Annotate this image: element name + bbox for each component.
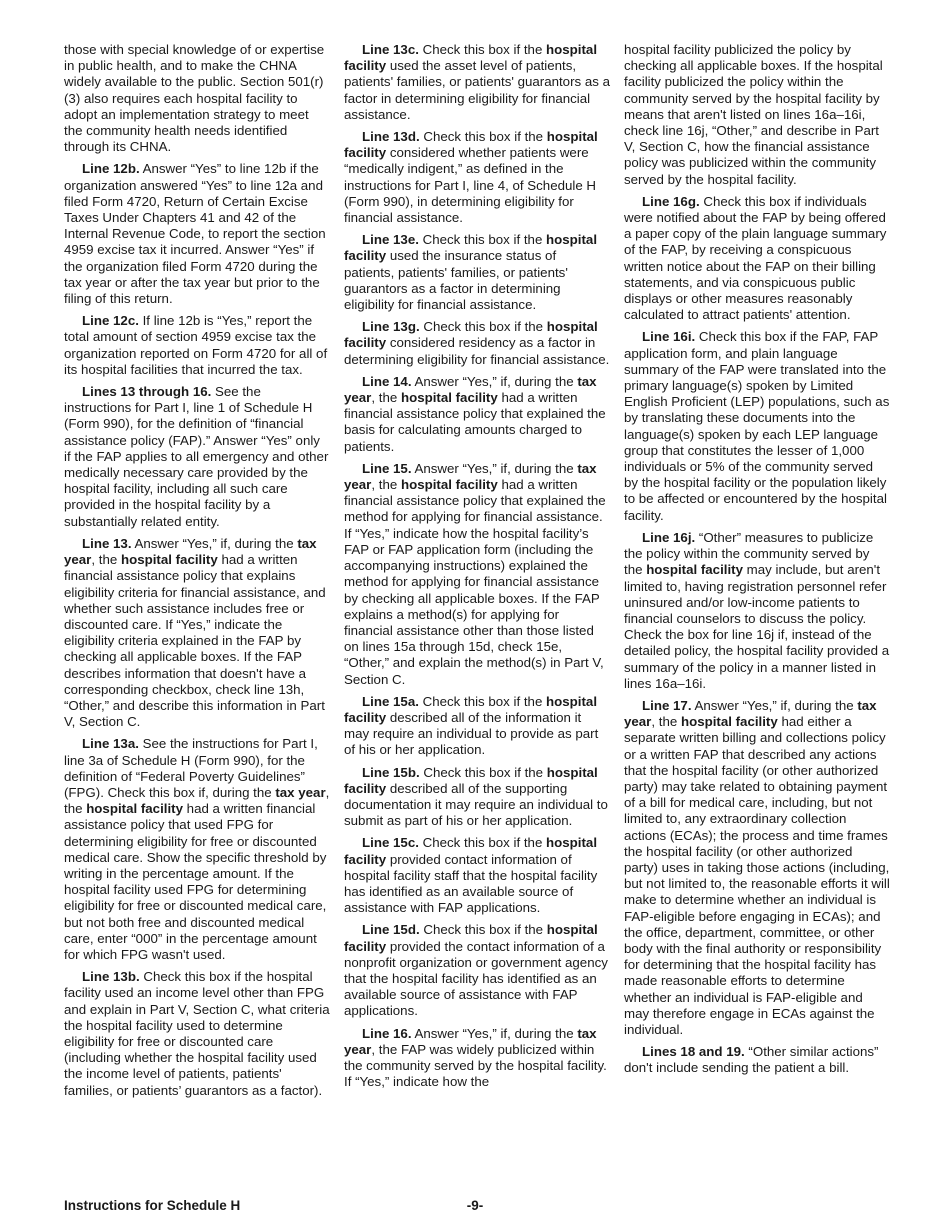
paragraph-text: If line 12b is “Yes,” report the total amount of section 4959 excise tax the organization reported on Form 4720 for all of its hospital facilities that incurred the tax.: [64, 313, 328, 377]
bold-term: hospital facility: [680, 714, 778, 730]
paragraph-text: Check this box if the: [418, 693, 547, 709]
paragraph: [344, 461, 610, 688]
paragraph-heading: Lines 13 through 16.: [82, 384, 212, 400]
paragraph-heading: Lines 18 and 19.: [642, 1044, 745, 1060]
paragraph-heading: Line 13a.: [82, 736, 139, 752]
paragraph: [624, 42, 890, 188]
paragraph-text: Check this box if the FAP, FAP application form, and plain language summary of the FAP were translated into the primary language(s) spoken by Limited English Proficient (LEP) populations, such as by translating these documents into the language(s) spoken by each LEP language group that constitutes the lesser of 1,000 individuals or 5% of the community served by the hospital facility or the population likely to be affected or encountered by the hospital facility.: [624, 329, 890, 523]
paragraph-text: hospital facility publicized the policy by checking all applicable boxes. If the hospital facility publicized the policy within the community served by the hospital facility by means that aren't listed on lines 16a–16i, check line 16j, “Other,” and describe in Part V, Section C, how the financial assistance policy was publicized within the community served by the hospital facility.: [624, 42, 883, 187]
bold-term: hospital facility: [344, 129, 598, 161]
paragraph-heading: Line 15.: [362, 460, 412, 476]
bold-term: hospital facility: [344, 232, 598, 264]
paragraph-text: See the instructions for Part I, line 3a of Schedule H (Form 990), for the definition of “Federal Poverty Guidelines” (FPG). Check this box if, during the: [64, 736, 318, 800]
text-column-2: [344, 42, 610, 1096]
paragraph: [344, 232, 610, 313]
paragraph-text: provided the contact information of a nonprofit organization or government agency that the hospital facility has identified as an available source of assistance with FAP applications.: [344, 938, 608, 1019]
paragraph-text: considered residency as a factor in determining eligibility for financial assistance.: [344, 335, 610, 367]
paragraph-heading: Line 15b.: [362, 764, 420, 780]
paragraph: [344, 1026, 610, 1091]
bold-term: hospital facility: [86, 801, 183, 817]
bold-term: tax year: [344, 373, 597, 406]
paragraph: [624, 194, 890, 324]
paragraph: [64, 969, 330, 1099]
paragraph-heading: Line 13g.: [362, 319, 420, 335]
paragraph-heading: Line 16g.: [642, 193, 700, 209]
paragraph: [344, 129, 610, 226]
paragraph-text: Answer “Yes,” if, during the: [411, 460, 578, 476]
paragraph-text: had a written financial assistance policy that explained the basis for calculating amounts charged to patients.: [344, 390, 606, 454]
paragraph-heading: Line 16.: [362, 1025, 412, 1041]
bold-term: tax year: [344, 460, 597, 493]
paragraph: [344, 765, 610, 830]
bold-term: hospital facility: [400, 477, 498, 493]
paragraph: [64, 536, 330, 730]
paragraph-text: had a written financial assistance policy that explained the method for applying for financial assistance. If “Yes,” indicate how the hospital facility’s FAP or FAP application form (including the accompanying instructions) explained the method for applying for financial assistance by checking all applicable boxes. If the FAP explains a method(s) for applying for financial assistance other than those listed on lines 15a through 15d, check 15e, “Other,” and explain the method(s) in Part V, Section C.: [344, 477, 606, 687]
paragraph-text: considered whether patients were “medically indigent,” as defined in the instructions for Part I, line 4, of Schedule H (Form 990), in determining eligibility for financial assistance.: [344, 145, 597, 226]
bold-term: tax year: [344, 1025, 597, 1057]
paragraph-heading: Line 16j.: [642, 529, 696, 545]
paragraph-heading: Line 17.: [642, 697, 692, 713]
paragraph: [624, 698, 890, 1038]
paragraph-text: See the instructions for Part I, line 1 of Schedule H (Form 990), for the definition of “financial assistance policy (FAP).” Answer “Yes” only if the FAP applies to all emergency and other medically necessary care provided by the hospital facility, including all such care provided in the hospital facility by a substantially related entity.: [64, 384, 329, 529]
bold-term: hospital facility: [344, 764, 598, 796]
paragraph-heading: Line 15d.: [362, 922, 420, 938]
paragraph: [64, 42, 330, 155]
paragraph-text: , the: [371, 390, 401, 406]
paragraph-text: described all of the supporting documentation it may require an individual to submit as part of his or her application.: [344, 780, 608, 829]
bold-term: hospital facility: [344, 693, 598, 725]
paragraph: [344, 319, 610, 368]
paragraph-text: “Other similar actions” don't include sending the patient a bill.: [624, 1044, 879, 1076]
paragraph: [64, 313, 330, 378]
paragraph-text: “Other” measures to publicize the policy within the community served by the: [624, 529, 874, 578]
bold-term: tax year: [624, 697, 877, 730]
paragraph: [624, 1044, 890, 1076]
bold-term: hospital facility: [344, 922, 598, 954]
paragraph-text: Check this box if the hospital facility used an income level other than FPG and explain in Part V, Section C, what criteria the hospital facility used to determine eligibility for free or discounted care (including whether the hospital facility used the income level of patients, patients' families, or patients’ guarantors as a factor).: [64, 969, 330, 1098]
paragraph-text: , the: [371, 477, 401, 493]
paragraph: [64, 161, 330, 307]
paragraph-text: , the FAP was widely publicized within the community served by the hospital facility. If “Yes,” indicate how the: [344, 1041, 607, 1090]
paragraph-heading: Line 14.: [362, 373, 412, 389]
paragraph-heading: Line 13d.: [362, 129, 420, 145]
paragraph-heading: Line 16i.: [642, 329, 696, 345]
page-number: -9-: [466, 1198, 484, 1213]
paragraph-text: Check this box if the: [418, 835, 547, 851]
paragraph: [624, 530, 890, 692]
paragraph: [64, 384, 330, 530]
paragraph-heading: Line 15c.: [362, 835, 419, 851]
paragraph-text: Check this box if the: [419, 129, 547, 145]
paragraph-text: , the: [651, 714, 681, 730]
paragraph-text: Check this box if the: [419, 922, 547, 938]
bold-term: hospital facility: [344, 319, 598, 351]
paragraph-text: had a written financial assistance policy that used FPG for determining eligibility for free or discounted medical care. Show the specific threshold by writing in the percentage amount. If the hospital facility used FPG for determining eligibility for free or discounted medical care, but not both free and discounted medical care, enter “000” in the percentage amount for which FPG wasn't used.: [64, 801, 327, 962]
paragraph-text: used the insurance status of patients, patients' families, or patients' guarantors as a factor in determining eligibility for financial assistance.: [344, 248, 568, 313]
paragraph-text: described all of the information it may require an individual to provide as part of his or her application.: [344, 709, 599, 758]
paragraph-text: had a written financial assistance policy that explains eligibility criteria for financial assistance, and whether such assistance includes free or discounted care. If “Yes,” indicate the eligibility criteria explained in the FAP by checking all applicable boxes. If the FAP describes information that doesn't have a corresponding checkbox, check line 13h, “Other,” and describe this information in Part V, Section C.: [64, 552, 326, 730]
paragraph-text: Check this box if individuals were notified about the FAP by being offered a paper copy of the plain language summary of the FAP, by receiving a conspicuous written notice about the FAP on their billing statements, and via conspicuous public displays or other measures reasonably calculated to attract patients' attention.: [624, 193, 887, 323]
bold-term: tax year: [64, 535, 317, 568]
bold-term: tax year: [275, 784, 326, 800]
paragraph: [624, 329, 890, 523]
paragraph-text: Check this box if the: [418, 42, 547, 57]
bold-term: hospital facility: [344, 835, 598, 867]
paragraph-heading: Line 13c.: [362, 42, 419, 57]
paragraph-heading: Line 13b.: [82, 969, 140, 985]
paragraph: [344, 835, 610, 916]
paragraph-text: Answer “Yes,” if, during the: [411, 373, 578, 389]
paragraph-text: Answer “Yes,” if, during the: [691, 697, 858, 713]
text-column-3: [624, 42, 890, 1083]
bold-term: hospital facility: [120, 552, 218, 568]
paragraph: [344, 922, 610, 1019]
paragraph: [64, 736, 330, 963]
paragraph-text: Answer “Yes,” if, during the: [411, 1025, 578, 1041]
paragraph-heading: Line 13e.: [362, 232, 419, 248]
paragraph-text: used the asset level of patients, patients' families, or patients' guarantors as a factor in determining eligibility for financial assistance.: [344, 58, 610, 122]
paragraph-text: Answer “Yes,” if, during the: [131, 535, 298, 551]
paragraph: [344, 694, 610, 759]
paragraph-text: Check this box if the: [419, 319, 547, 335]
paragraph-text: had either a separate written billing and collections policy or a written FAP that described any actions that the hospital facility (or other authorized party) may take related to obtaining payment of a bill for medical care, including, but not limited to, any extraordinary collection actions (ECAs); the process and time frames the hospital facility (or other authorized party) uses in taking those actions (including, but not limited to, the reasonable efforts it will make to determine whether an individual is FAP-eligible before engaging in ECAs); and the office, department, committee, or other body with the final authority or responsibility for determining that the hospital facility has made reasonable efforts to determine whether an individual is FAP-eligible and may therefore engage in ECAs against the individual.: [624, 714, 890, 1037]
paragraph-text: may include, but aren't limited to, having registration personnel refer uninsured and/or low-income patients to financial counselors to discuss the policy. Check the box for line 16j if, instead of the detailed policy, the hospital facility provided a summary of the policy in a manner listed in lines 16a–16i.: [624, 562, 890, 691]
paragraph-heading: Line 12b.: [82, 161, 140, 177]
paragraph-heading: Line 15a.: [362, 693, 419, 709]
paragraph-text: , the: [91, 552, 121, 568]
text-column-1: [64, 42, 330, 1105]
paragraph-text: Check this box if the: [419, 764, 547, 780]
paragraph: [344, 374, 610, 455]
footer-title: Instructions for Schedule H: [64, 1198, 241, 1213]
paragraph: [344, 42, 610, 123]
paragraph-text: Answer “Yes” to line 12b if the organization answered “Yes” to line 12a and filed Form 4720, Return of Certain Excise Taxes Under Chapters 41 and 42 of the Internal Revenue Code, to report the section 4959 excise tax it incurred. Answer “Yes” if the organization filed Form 4720 during the tax year or after the tax year but prior to the filing of this return.: [64, 161, 326, 307]
bold-term: hospital facility: [344, 42, 598, 74]
paragraph-heading: Line 12c.: [82, 313, 139, 329]
paragraph-text: Check this box if the: [418, 232, 547, 248]
paragraph-text: , the: [64, 784, 330, 817]
paragraph-heading: Line 13.: [82, 535, 132, 551]
bold-term: hospital facility: [400, 390, 498, 406]
paragraph-text: those with special knowledge of or expertise in public health, and to make the CHNA widely available to the public. Section 501(r)(3) also requires each hospital facility to adopt an implementation strategy to meet the community health needs identified through its CHNA.: [64, 42, 325, 155]
paragraph-text: provided contact information of hospital facility staff that the hospital facility has identified as an available source of assistance with FAP applications.: [344, 851, 598, 916]
bold-term: hospital facility: [646, 562, 743, 578]
